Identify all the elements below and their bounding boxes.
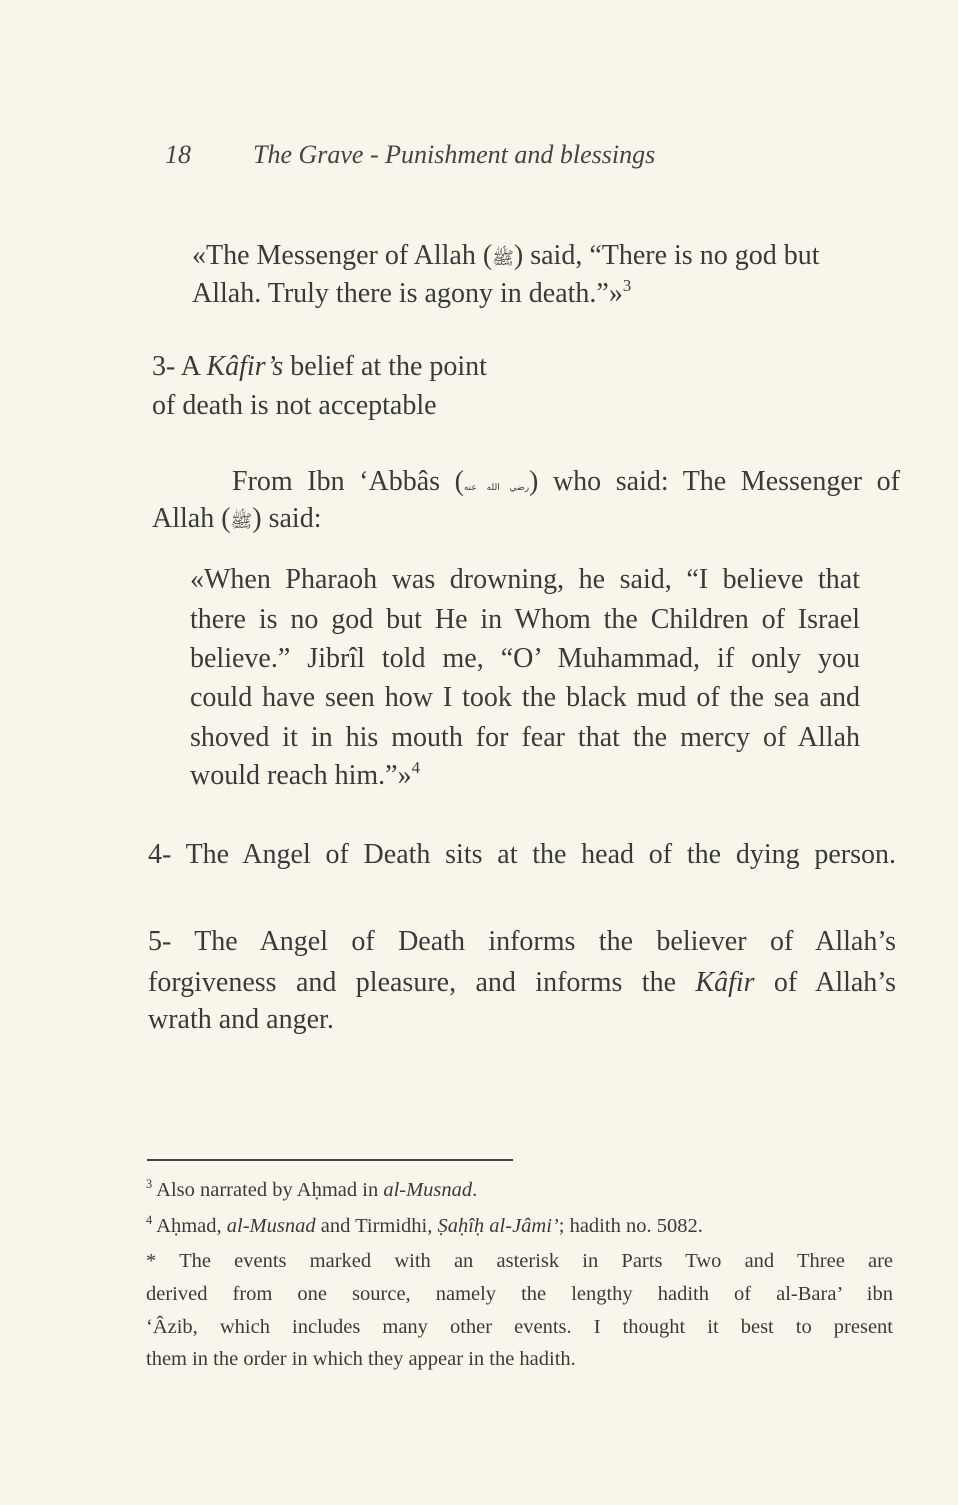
section5-line3: wrath and anger.: [148, 1004, 334, 1035]
quote2-line: believe.” Jibrîl told me, “O’ Muhammad, if only you: [190, 643, 860, 674]
quote2-line: shoved it in his mouth for fear that the mercy of Allah: [190, 722, 860, 753]
quote1-line2: Allah. Truly there is agony in death.”»$^3$: [192, 276, 632, 309]
footnote-star-line: * The events marked with an asterisk in Parts Two and Three are: [146, 1250, 893, 1272]
footnote-3: $^3$ Also narrated by Aḥmad in al-Musnad.: [146, 1177, 478, 1201]
footnote-4: $^4$ Aḥmad, al-Musnad and Tirmidhi, Ṣaḥîḥ al-Jâmi’; hadith no. 5082.: [146, 1213, 703, 1237]
page-number: 18: [165, 140, 191, 169]
quote2-line: could have seen how I took the black mud of the sea and: [190, 682, 860, 713]
footnote-star-line: derived from one source, namely the lengthy hadith of al-Bara’ ibn: [146, 1283, 893, 1305]
quote2-line: «When Pharaoh was drowning, he said, “I believe that: [190, 564, 860, 595]
footnote-star-line: ‘Âzib, which includes many other events. I thought it best to present: [146, 1316, 893, 1338]
quote2-line: there is no god but He in Whom the Children of Israel: [190, 604, 860, 635]
section3-heading-line2: of death is not acceptable: [152, 390, 437, 421]
quote2-line-last: would reach him.”»$^4$: [190, 758, 420, 791]
section3-heading-line1: 3- A Kâfir’s belief at the point: [152, 351, 487, 382]
honorific-icon: ﷺ: [492, 248, 514, 268]
footnote-ref-3[interactable]: 3: [622, 276, 632, 295]
intro-line1: From Ibn ‘Abbâs (رضي الله عنه) who said: The Messenger of: [232, 466, 901, 497]
honorific-ra-icon: رضي الله عنه: [463, 482, 530, 492]
honorific-icon: ﷺ: [230, 511, 253, 531]
quote1-line1: «The Messenger of Allah (ﷺ) said, “There is no god but: [192, 240, 820, 271]
section5-line1: 5- The Angel of Death informs the believer of Allah’s: [148, 926, 896, 957]
footnote-star-line: them in the order in which they appear in the hadith.: [146, 1348, 576, 1370]
section4-text: 4- The Angel of Death sits at the head of the dying person.: [148, 839, 896, 870]
footnote-ref-4[interactable]: 4: [411, 758, 420, 777]
running-title: The Grave - Punishment and blessings: [253, 140, 656, 169]
intro-line2: Allah (ﷺ) said:: [152, 503, 322, 534]
footnote-divider: [147, 1159, 513, 1161]
section5-line2: forgiveness and pleasure, and informs the Kâfir of Allah’s: [148, 967, 896, 998]
